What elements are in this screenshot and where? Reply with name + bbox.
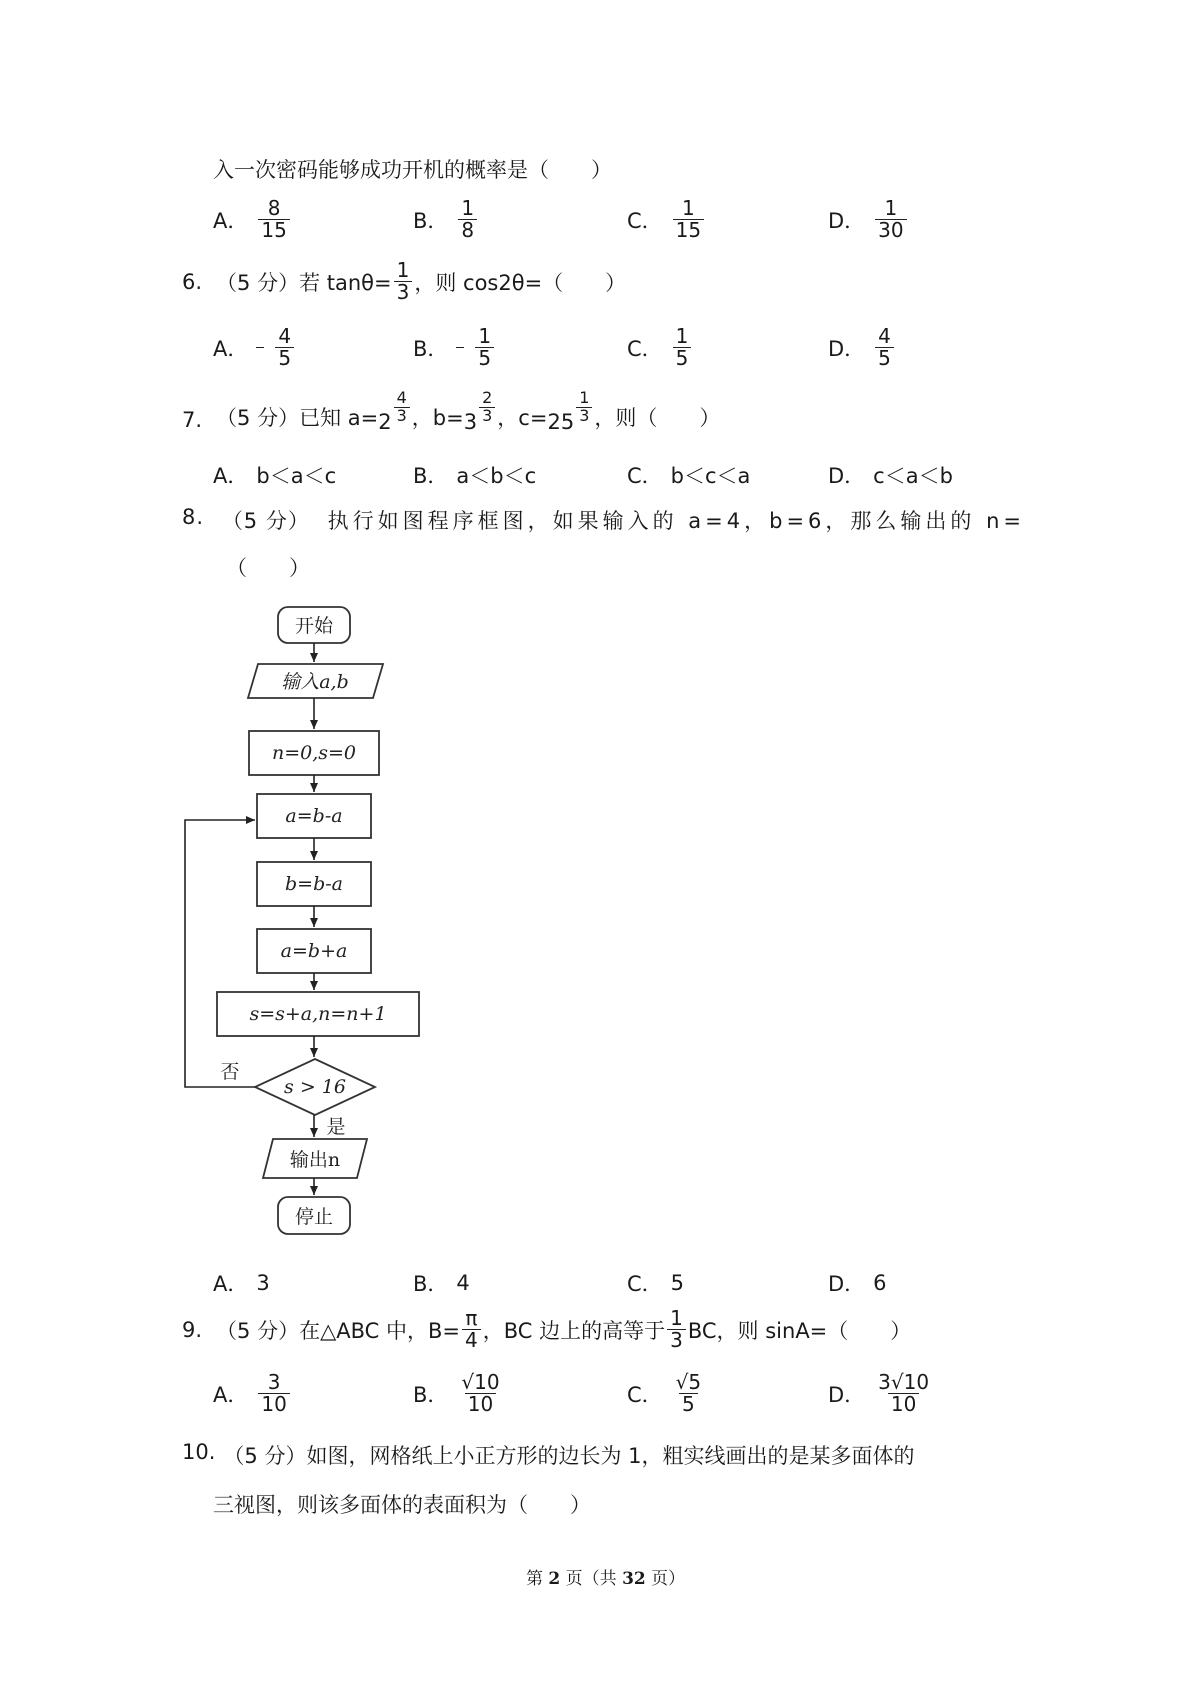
numerator: 4 <box>396 388 407 407</box>
fraction <box>673 326 692 369</box>
flow-input-box <box>248 664 383 698</box>
denominator: 15 <box>258 219 289 241</box>
stem-text: ，BC 边上的高等于 <box>482 1318 666 1343</box>
option-text: 5 <box>670 1271 685 1295</box>
option-label: A． <box>213 464 249 488</box>
q8-blank: （ ） <box>226 556 310 580</box>
q9-option-c <box>627 1372 706 1415</box>
q7-option-a <box>213 460 336 490</box>
denominator: 3 <box>394 281 413 303</box>
option-label: C． <box>627 336 663 361</box>
flow-yes-label: 是 <box>326 1116 346 1138</box>
fraction <box>258 198 289 241</box>
flow-stop-box <box>278 1197 350 1234</box>
fraction <box>673 1372 704 1415</box>
q5-option-d <box>828 198 909 241</box>
option-label: B． <box>413 208 449 233</box>
q8-stem <box>182 505 1025 535</box>
stem-text: 在△ABC 中，B= <box>299 1318 460 1343</box>
denominator: 5 <box>875 347 894 369</box>
question-score: （5 分） <box>216 270 300 295</box>
numerator: 8 <box>267 196 281 220</box>
option-text: c＜a＜b <box>873 464 953 488</box>
flow-step4-label: s=s+a,n=n+1 <box>249 1003 387 1025</box>
question-score: （5 分） <box>216 1318 300 1343</box>
numerator: 4 <box>278 324 292 348</box>
flow-step4-box <box>217 992 419 1036</box>
question-number: 8. <box>182 505 205 529</box>
fraction <box>458 1372 502 1415</box>
question-number: 10. <box>182 1440 216 1464</box>
fraction <box>875 1372 932 1415</box>
numerator: 3√10 <box>878 1370 930 1394</box>
option-label: D． <box>828 1382 866 1407</box>
numerator: 3 <box>267 1370 281 1394</box>
stem-text: ，则 cos2θ=（ ） <box>414 270 627 295</box>
flow-step3-box <box>257 929 371 973</box>
height-fraction <box>667 1308 686 1351</box>
stem-text: 已知 a= <box>299 406 379 430</box>
option-label: D． <box>828 464 866 488</box>
stem-text: 若 tanθ= <box>299 270 392 295</box>
q8-option-c <box>627 1268 684 1298</box>
option-label: B． <box>413 1272 449 1296</box>
flow-step1-label: a=b-a <box>285 805 343 827</box>
q6-option-a <box>213 326 296 369</box>
q9-option-b <box>413 1372 505 1415</box>
option-text: b＜a＜c <box>256 464 337 488</box>
denominator: 10 <box>888 1393 919 1415</box>
flow-no-label: 否 <box>220 1061 240 1083</box>
numerator: 1 <box>461 196 475 220</box>
footer-text: 页（共 <box>565 1569 617 1589</box>
flow-init-label: n=0,s=0 <box>271 742 357 764</box>
option-label: C． <box>627 464 663 488</box>
option-label: C． <box>627 1272 663 1296</box>
stem-text: ，则（ ） <box>594 406 721 430</box>
numerator: 1 <box>675 324 689 348</box>
denominator: 5 <box>275 347 294 369</box>
flow-step3-label: a=b+a <box>280 940 348 962</box>
question-score: （5 分） <box>216 406 300 430</box>
q8-option-a <box>213 1268 270 1298</box>
numerator: 1 <box>579 388 590 407</box>
q5-option-a <box>213 198 292 241</box>
q6-option-d <box>828 326 896 369</box>
option-text: 4 <box>456 1271 470 1295</box>
fraction <box>458 198 477 241</box>
numerator: 1 <box>478 324 492 348</box>
angle-fraction <box>462 1308 481 1351</box>
flow-cond-diamond <box>255 1059 375 1115</box>
q6-stem <box>182 260 626 303</box>
q6-option-c <box>627 326 693 369</box>
option-label: B． <box>413 464 449 488</box>
flow-input-label: 输入a,b <box>281 671 349 693</box>
footer-text: 页） <box>651 1569 686 1589</box>
denominator: 3 <box>479 407 495 425</box>
denominator: 5 <box>475 347 494 369</box>
fraction <box>258 1372 289 1415</box>
question-score: （5 分） <box>223 1444 307 1468</box>
option-label: A． <box>213 1382 249 1407</box>
power-b <box>464 390 498 434</box>
minus-sign <box>456 347 464 348</box>
denominator: 3 <box>667 1329 686 1351</box>
flow-start-box <box>278 607 350 643</box>
footer-text: 第 <box>526 1569 543 1589</box>
q8-option-b <box>413 1268 470 1298</box>
q9-option-a <box>213 1372 292 1415</box>
option-text: 6 <box>873 1271 887 1295</box>
fraction <box>875 198 906 241</box>
q8-option-d <box>828 1268 887 1298</box>
fraction <box>275 326 294 369</box>
q5-continuation: 入一次密码能够成功开机的概率是（ ） <box>213 158 612 182</box>
option-label: A． <box>213 208 249 233</box>
base: 3 <box>463 410 478 434</box>
numerator: 4 <box>878 324 891 348</box>
flow-output-box <box>263 1139 367 1178</box>
power-a <box>378 390 412 434</box>
flow-cond-label: s > 16 <box>284 1076 346 1098</box>
numerator: 1 <box>670 1306 683 1330</box>
option-label: C． <box>627 1382 663 1407</box>
base: 25 <box>547 410 575 434</box>
tan-fraction <box>394 260 413 303</box>
minus-sign <box>256 347 264 348</box>
q7-option-c <box>627 460 750 490</box>
q5-option-b <box>413 198 479 241</box>
fraction <box>875 326 894 369</box>
q5-option-c <box>627 198 706 241</box>
numerator: 1 <box>884 196 898 220</box>
power-c <box>547 390 594 434</box>
exponent-fraction <box>576 390 592 425</box>
option-text: a＜b＜c <box>456 464 537 488</box>
exponent-fraction <box>394 390 410 425</box>
flow-output-label: 输出n <box>289 1149 341 1171</box>
denominator: 15 <box>673 219 704 241</box>
option-label: D． <box>828 1272 866 1296</box>
page-footer <box>526 1564 685 1589</box>
stem-text: BC，则 sinA=（ ） <box>687 1318 912 1343</box>
option-label: A． <box>213 336 249 361</box>
numerator: π <box>465 1306 478 1330</box>
stem-text: ，b= <box>411 406 464 430</box>
question-number: 6. <box>182 269 203 294</box>
q9-option-d <box>828 1372 934 1415</box>
total-pages: 32 <box>622 1569 646 1589</box>
option-label: A． <box>213 1272 249 1296</box>
denominator: 3 <box>576 407 592 425</box>
fraction <box>475 326 494 369</box>
denominator: 8 <box>458 219 477 241</box>
fraction <box>673 198 704 241</box>
q7-stem <box>182 388 720 448</box>
flow-step2-label: b=b-a <box>285 873 343 895</box>
question-score: （5 分） <box>221 509 310 533</box>
option-label: C． <box>627 208 663 233</box>
flow-start-label: 开始 <box>294 615 334 637</box>
flow-stop-label: 停止 <box>294 1206 334 1228</box>
numerator: √10 <box>461 1370 500 1394</box>
q9-stem <box>182 1308 911 1351</box>
flow-step1-box <box>257 794 371 838</box>
denominator: 5 <box>673 347 692 369</box>
denominator: 5 <box>679 1393 698 1415</box>
exponent-fraction <box>479 390 495 425</box>
denominator: 3 <box>394 407 410 425</box>
denominator: 10 <box>465 1393 496 1415</box>
q10-stem <box>182 1440 915 1470</box>
stem-text: ，c= <box>497 406 548 430</box>
numerator: 1 <box>682 196 695 220</box>
option-label: B． <box>413 336 449 361</box>
denominator: 10 <box>258 1393 289 1415</box>
question-number: 9. <box>182 1317 203 1342</box>
flow-init-box <box>249 731 379 775</box>
q10-stem-line2: 三视图，则该多面体的表面积为（ ） <box>213 1493 591 1517</box>
stem-text: 执行如图程序框图，如果输入的 a=4，b=6，那么输出的 n= <box>327 509 1025 533</box>
numerator: 2 <box>482 388 493 407</box>
base: 2 <box>378 410 392 434</box>
denominator: 4 <box>462 1329 481 1351</box>
q6-option-b <box>413 326 496 369</box>
page-number: 2 <box>548 1569 561 1589</box>
option-text: b＜c＜a <box>670 464 751 488</box>
denominator: 30 <box>875 219 906 241</box>
question-number: 7. <box>182 408 203 432</box>
option-label: B． <box>413 1382 449 1407</box>
numerator: √5 <box>675 1370 702 1394</box>
option-text: 3 <box>256 1271 270 1295</box>
q7-option-d <box>828 460 953 490</box>
option-label: D． <box>828 208 866 233</box>
flow-step2-box <box>257 862 371 906</box>
stem-text: 如图，网格纸上小正方形的边长为 1，粗实线画出的是某多面体的 <box>306 1444 915 1468</box>
q7-option-b <box>413 460 536 490</box>
numerator: 1 <box>396 258 410 282</box>
flow-loop-arrow <box>185 820 255 1087</box>
option-label: D． <box>828 336 866 361</box>
